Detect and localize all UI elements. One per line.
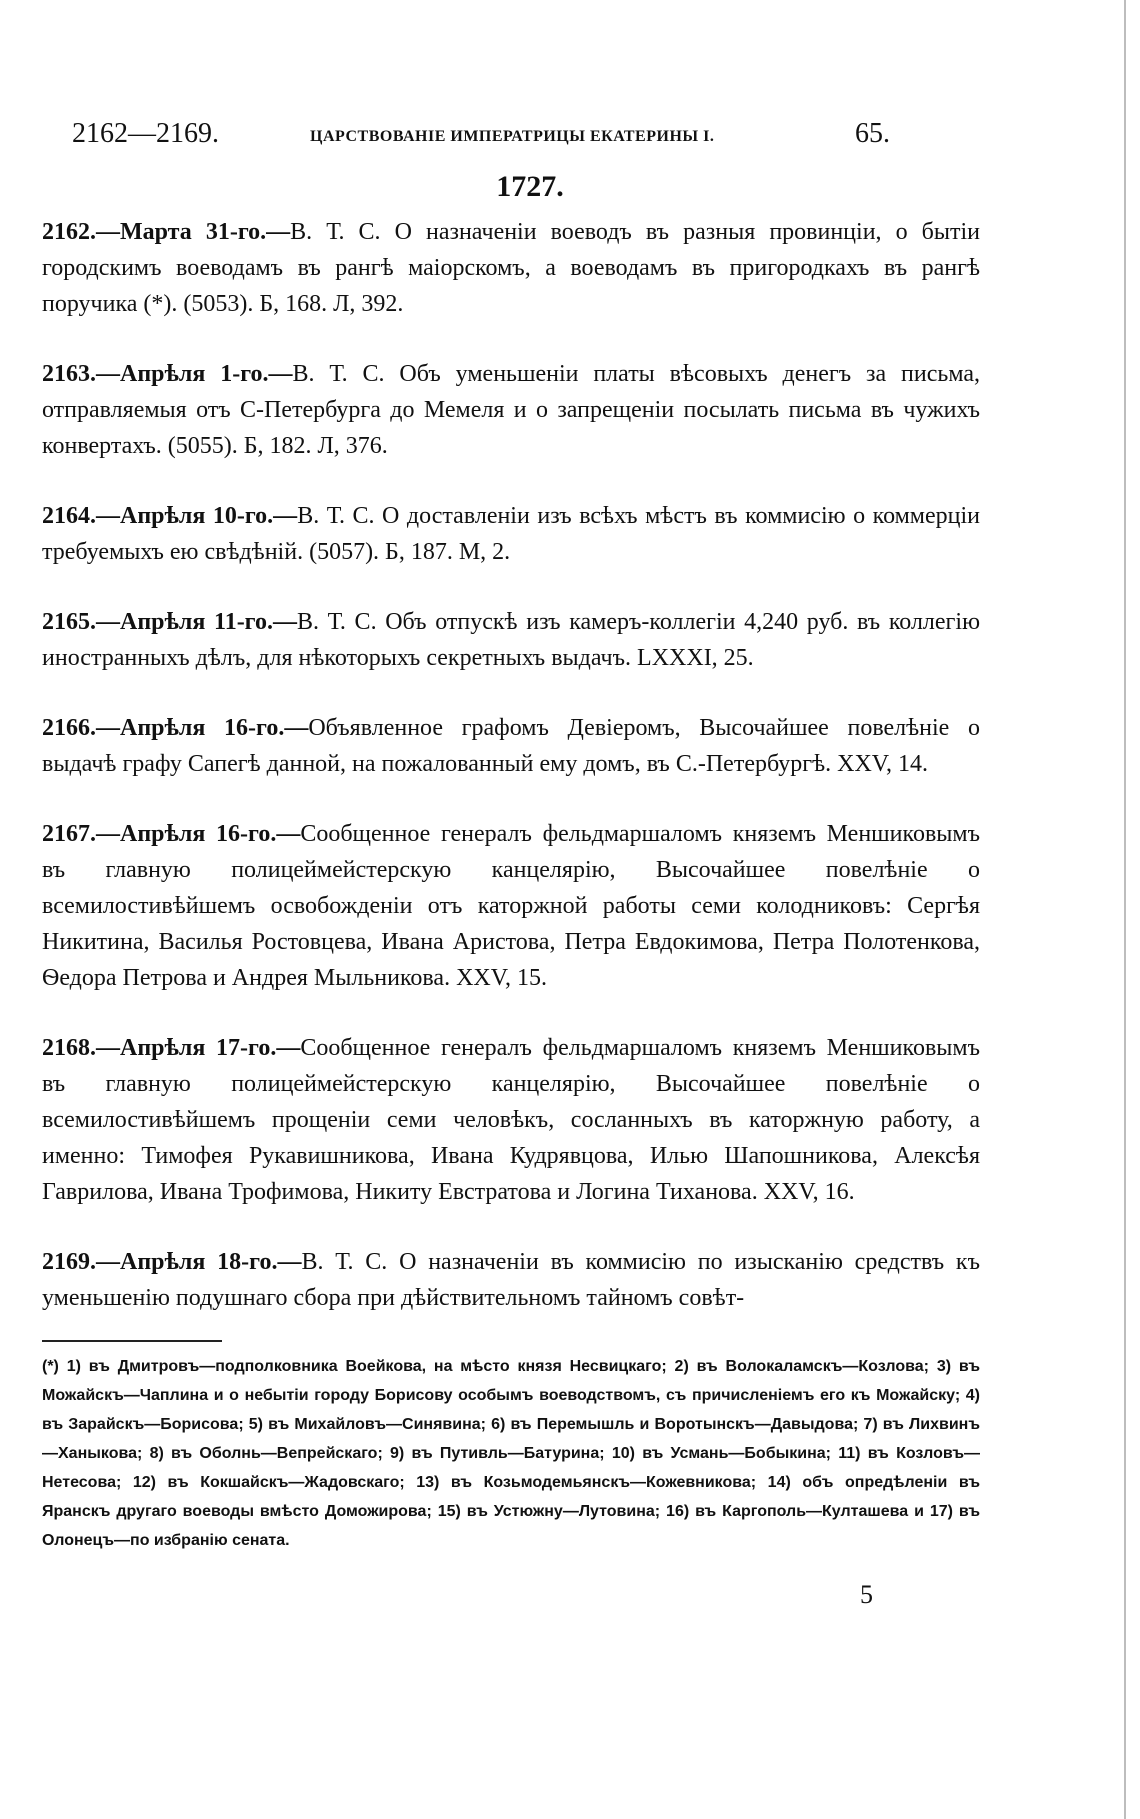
- entry-number: 2169.: [42, 1249, 96, 1275]
- signature-mark: 5: [860, 1580, 873, 1609]
- entry-number: 2165.: [42, 609, 96, 635]
- header-title: ЦАРСТВОВАНІЕ ИМПЕРАТРИЦЫ ЕКАТЕРИНЫ I.: [310, 128, 715, 145]
- running-header: [20, 110, 1020, 160]
- year-heading: 1727.: [496, 170, 564, 203]
- entry-text: В. Т. С. Объ отпускѣ изъ камеръ-коллегіи 4,240 руб. въ коллегію иностранныхъ дѣлъ, для нѣкоторыхъ секретныхъ выдачъ. LXXXI, 25.: [42, 609, 981, 671]
- entry-2167: [20, 816, 1020, 996]
- entry-text: Сообщенное генералъ фельдмаршаломъ княземъ Меншиковымъ въ главную полицеймейстерскую канцелярію, Высочайшее повелѣніе о всемилостивѣйшемъ прощеніи семи человѣкъ, сосланныхъ въ каторжную работу, а именно: Тимофея Рукавишникова, Ивана Кудрявцова, Илью Шапошникова, Алексѣя Гаврилова, Ивана Трофимова, Никиту Евстратова и Логина Тиханова. XXV, 16.: [42, 1035, 980, 1205]
- entry-text: Объявленное графомъ Девіеромъ, Высочайшее повелѣніе о выдачѣ графу Сапегѣ данной, на пожалованный ему домъ, въ С.-Петербургѣ. XXV, 14.: [42, 715, 981, 777]
- entry-2162: [20, 214, 1020, 322]
- entry-date: —Апрѣля 18-го.—: [96, 1249, 302, 1275]
- entry-2166: [20, 710, 1020, 782]
- entry-text: В. Т. С. О назначеніи воеводъ въ разныя провинціи, о бытіи городскимъ воеводамъ въ рангѣ маіорскомъ, а воеводамъ въ пригородкахъ въ рангѣ поручика (*). (5053). Б, 168. Л, 392.: [42, 219, 980, 317]
- entry-date: —Апрѣля 16-го.—: [96, 821, 301, 847]
- entry-date: —Марта 31-го.—: [96, 219, 291, 245]
- entry-date: —Апрѣля 1-го.—: [96, 361, 293, 387]
- entry-text: В. Т. С. О доставленіи изъ всѣхъ мѣстъ въ коммисію о коммерціи требуемыхъ ею свѣдѣній. (5057). Б, 187. М, 2.: [42, 503, 980, 565]
- header-entry-range: 2162—2169.: [72, 118, 219, 149]
- entry-number: 2167.: [42, 821, 96, 847]
- entry-number: 2168.: [42, 1035, 96, 1061]
- entry-text: В. Т. С. Объ уменьшеніи платы вѣсовыхъ денегъ за письма, отправляемыя отъ С-Петербурга до Мемеля и о запрещеніи посылать письма въ чужихъ конвертахъ. (5055). Б, 182. Л, 376.: [42, 361, 980, 459]
- entry-number: 2163.: [42, 361, 96, 387]
- entry-text: Сообщенное генералъ фельдмаршаломъ княземъ Меншиковымъ въ главную полицеймейстерскую канцелярію, Высочайшее повелѣніе о всемилостивѣйшемъ освобожденіи отъ каторжной работы семи колодниковъ: Сергѣя Никитина, Василья Ростовцева, Ивана Аристова, Петра Евдокимова, Петра Полотенкова, Ѳедора Петрова и Андрея Мыльникова. XXV, 15.: [42, 821, 980, 991]
- entry-date: —Апрѣля 11-го.—: [96, 609, 297, 635]
- entry-number: 2162.: [42, 219, 96, 245]
- entry-date: —Апрѣля 17-го.—: [96, 1035, 301, 1061]
- entry-number: 2164.: [42, 503, 96, 529]
- entry-2165: [20, 604, 1020, 676]
- entry-text: В. Т. С. О назначеніи въ коммисію по изысканію средствъ къ уменьшенію подушнаго сбора при дѣйствительномъ тайномъ совѣт-: [42, 1249, 981, 1311]
- footnote-divider: [42, 1340, 222, 1342]
- footnote: (*) 1) въ Дмитровъ—подполковника Воейкова, на мѣсто князя Несвицкаго; 2) въ Волокаламскъ—Козлова; 3) въ Можайскъ—Чаплина и о небытіи городу Борисову особымъ воеводствомъ, съ причисленіемъ его къ Можайску; 4) въ Зарайскъ—Борисова; 5) въ Михайловъ—Синявина; 6) въ Перемышль и Воротынскъ—Давыдова; 7) въ Лихвинъ—Ханыкова; 8) въ Оболнь—Вепрейскаго; 9) въ Путивль—Батурина; 10) въ Усмань—Бобыкина; 11) въ Козловъ—Нетесова; 12) въ Кокшайскъ—Жадовскаго; 13) въ Козьмодемьянскъ—Кожевникова; 14) объ опредѣленіи въ Яранскъ другаго воеводы вмѣсто Доможирова; 15) въ Устюжну—Лутовина; 16) въ Каргополь—Култашева и 17) въ Олонецъ—по избранію сената.: [42, 1358, 980, 1549]
- entry-number: 2166.: [42, 715, 96, 741]
- page-edge-line: [1124, 0, 1126, 1819]
- entry-date: —Апрѣля 16-го.—: [96, 715, 309, 741]
- header-page-number: 65.: [855, 118, 890, 149]
- page-content: [20, 110, 1020, 1555]
- entry-2163: [20, 356, 1020, 464]
- entry-2169: [20, 1244, 1020, 1316]
- entry-date: —Апрѣля 10-го.—: [96, 503, 298, 529]
- entry-2164: [20, 498, 1020, 570]
- entry-2168: [20, 1030, 1020, 1210]
